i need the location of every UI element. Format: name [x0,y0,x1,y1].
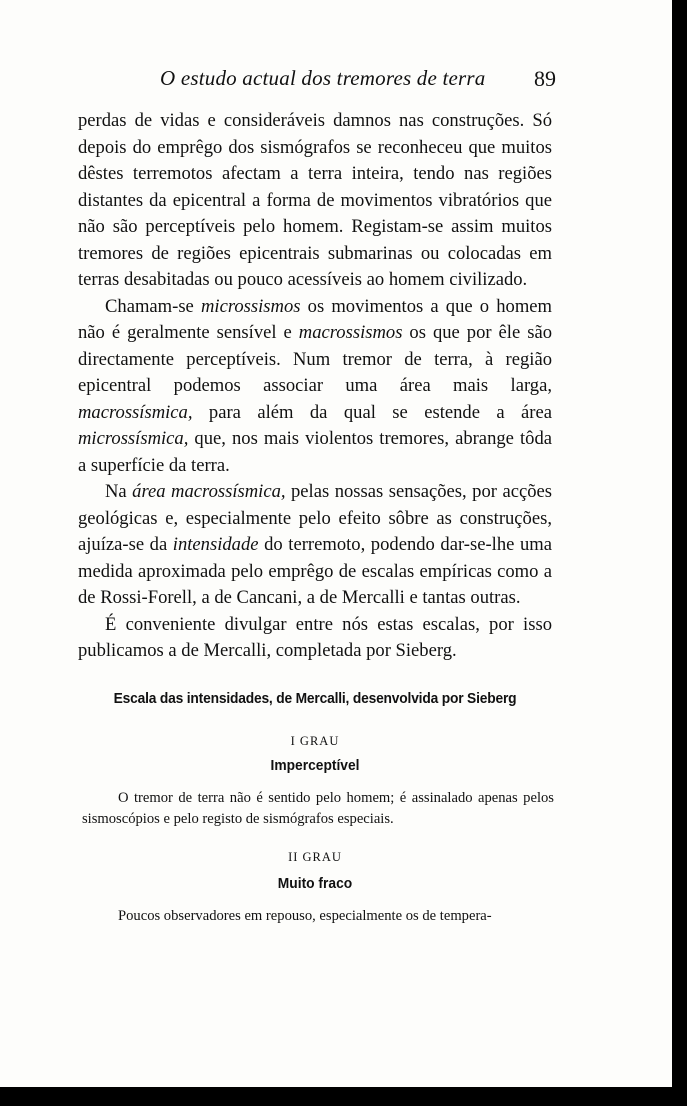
term-area-macrossismica: área macrossísmica, [132,481,286,502]
text-run: Na [105,481,133,502]
grade-2-number: II GRAU [288,850,342,864]
grade-1-name: Imperceptível [270,757,360,774]
grade-2-name: Muito fraco [277,875,353,892]
text-run: do terremoto, podendo dar-se-lhe uma medida aproximada pelo emprêgo de escalas empíricas como a de Rossi-Forell, a de Cancani, a de Mercalli e tantas outras. [78,534,552,608]
running-title: O estudo actual dos tremores de terra [160,66,486,90]
paragraph-4: É conveniente divulgar entre nós estas escalas, por isso publicamos a de Mercalli, completada por Sieberg. [78,613,552,661]
term-microssismica: microssísmica, [78,428,189,449]
body-text [78,108,552,665]
term-macrossismica: macrossísmica, [78,401,193,423]
text-run: os movimentos a que o homem não é geralmente sensível e [78,295,552,343]
text-run: os que por êle são directamente perceptíveis. Num tremor de terra, à região epicentral podemos associar uma área mais larga, [78,322,552,396]
scale-title: Escala das intensidades, de Mercalli, desenvolvida por Sieberg [113,690,517,707]
paragraph-2 [78,294,552,480]
term-microssismos: microssismos [200,295,301,317]
term-macrossismos: macrossismos [298,322,403,343]
grade-1-description [82,788,554,830]
page-header [78,62,556,96]
text-run: pelas nossas sensações, por acções geológicas e, especialmente pelo efeito sôbre as construções, ajuíza-se da [78,481,552,555]
text-run: que, nos mais violentos tremores, abrange tôda a superfície da terra. [78,428,552,476]
grade-1-number: I GRAU [290,734,340,748]
page-number: 89 [534,66,556,91]
grade-2-description [82,906,554,927]
text-run: Chamam-se [105,295,201,317]
grade-1-text: O tremor de terra não é sentido pelo homem; é assinalado apenas pelos sismoscópios e pelo registo de sismógrafos especiais. [82,790,554,827]
text-run: para além da qual se estende a área [192,401,552,423]
term-intensidade: intensidade [172,534,259,555]
paragraph-3 [78,479,552,612]
grade-2-text: Poucos observadores em repouso, especialmente os de tempera- [118,908,492,924]
paragraph-1: perdas de vidas e consideráveis damnos nas construções. Só depois do emprêgo dos sismógrafos se reconheceu que muitos dêstes terremotos afectam a terra inteira, tendo nas regiões distantes da epicentral a forma de movimentos vibratórios que não são perceptíveis pelo homem. Registam-se assim muitos tremores de regiões epicentrais submarinas ou colocadas em terras desabitadas ou pouco acessíveis ao homem civilizado. [78,110,552,290]
